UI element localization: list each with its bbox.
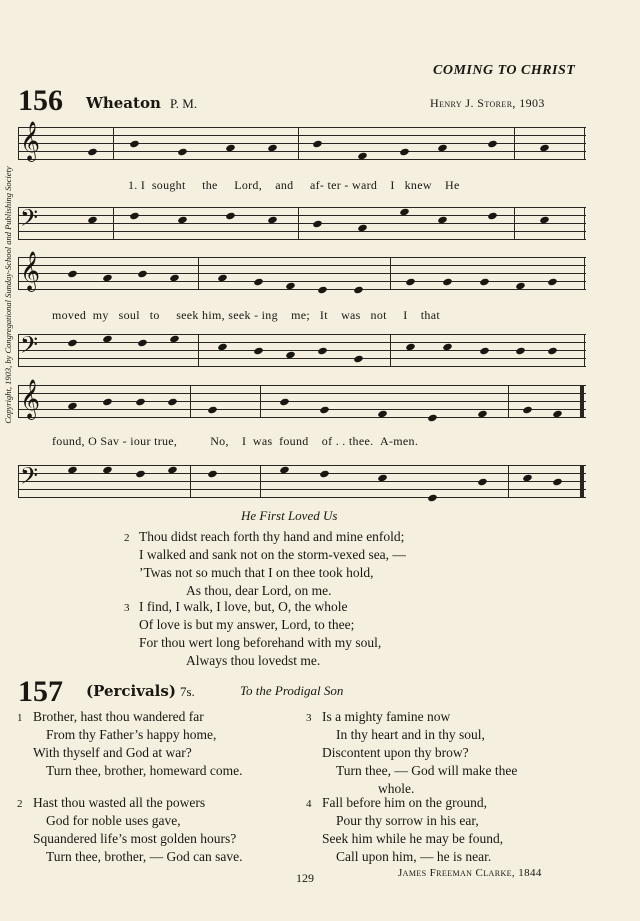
treble-clef-icon: 𝄞	[20, 379, 41, 419]
bass-clef-icon: 𝄢	[20, 331, 39, 364]
tune-name-percivals: (Percivals)	[86, 682, 176, 700]
bass-staff-1	[18, 204, 586, 240]
bass-clef-icon: 𝄢	[20, 204, 39, 237]
composer-156: Henry J. Storer, 1903	[430, 96, 545, 110]
bass-staff-2	[18, 331, 586, 367]
treble-staff-1	[18, 121, 586, 161]
lyric-line-2: moved my soul to seek him, seek - ing me; It was not I that	[52, 308, 440, 322]
lyric-line-1: 1. I sought the Lord, and af- ter - ward I knew He	[128, 178, 460, 192]
hymn-number-156: 156	[18, 84, 63, 117]
treble-clef-icon: 𝄞	[20, 251, 41, 291]
bass-clef-icon: 𝄢	[20, 462, 39, 495]
meter-157: 7s.	[180, 684, 195, 699]
treble-staff-3	[18, 379, 586, 419]
lyric-line-3: found, O Sav - iour true, No, I was found of . . thee. A-men.	[52, 434, 419, 448]
hymn-number-157: 157	[18, 675, 63, 708]
tune-name-wheaton: Wheaton	[86, 94, 161, 112]
treble-staff-2	[18, 251, 586, 291]
meter-156: P. M.	[170, 96, 198, 111]
section-title: COMING TO CHRIST	[433, 63, 576, 78]
treble-clef-icon: 𝄞	[20, 121, 41, 161]
poem-title-156: He First Loved Us	[241, 508, 338, 523]
poem-title-157: To the Prodigal Son	[240, 683, 344, 698]
page-number: 129	[296, 871, 314, 885]
author-157: James Freeman Clarke, 1844	[398, 867, 542, 879]
bass-staff-3	[18, 462, 586, 498]
copyright-notice: Copyright, 1903, by Congregational Sunday-School and Publishing Society	[3, 166, 13, 424]
